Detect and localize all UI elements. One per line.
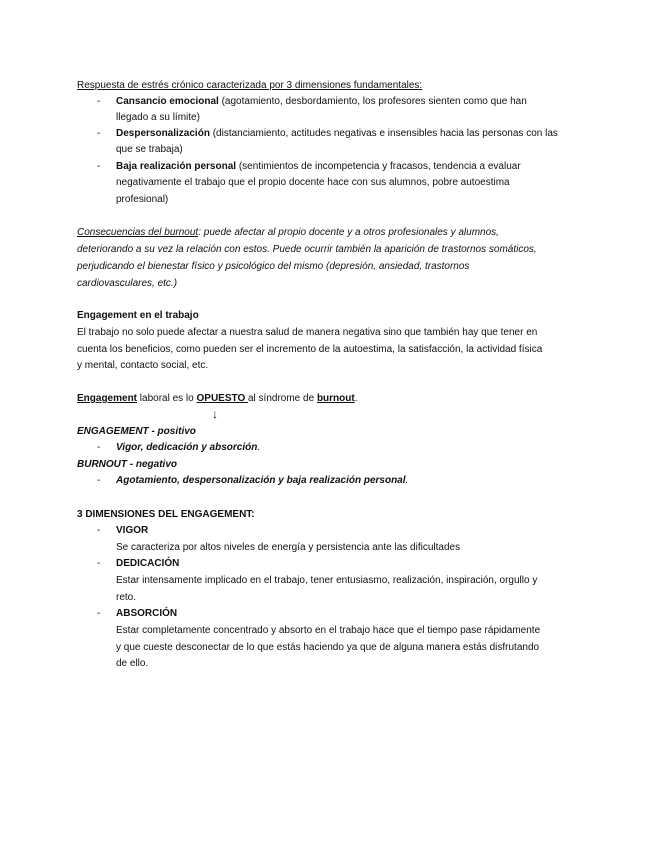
down-arrow-icon: ↓ xyxy=(212,407,218,421)
dimension-item xyxy=(116,127,558,141)
dimension-desc-cont: llegado a su límite) xyxy=(116,112,200,123)
bullet-dash: - xyxy=(97,525,101,536)
dimension-desc-cont: y que cueste desconectar de lo que estás haciendo ya que de alguna manera estás disfrutando xyxy=(116,642,540,653)
text-fragment: al síndrome de xyxy=(248,393,317,404)
consequences-label: Consecuencias del burnout xyxy=(77,227,199,238)
item-text: Agotamiento, despersonalización y baja realización personal xyxy=(116,475,406,486)
consequences-text: : puede afectar al propio docente y a otros profesionales y alumnos, xyxy=(198,227,499,238)
dimension-desc: (agotamiento, desbordamiento, los profesores sienten como que han xyxy=(218,96,527,107)
engagement-positive-item xyxy=(116,441,260,455)
consequences-text-cont: cardiovasculares, etc.) xyxy=(77,278,178,289)
section-heading-engagement: Engagement en el trabajo xyxy=(77,310,199,321)
dimension-desc: Estar completamente concentrado y absorto en el trabajo hace que el tiempo pase rápidamente xyxy=(116,625,541,636)
dimension-term: Baja realización personal xyxy=(116,161,237,172)
dimension-term: Cansancio emocional xyxy=(116,96,219,107)
burnout-negative-item xyxy=(116,474,408,488)
engagement-positive-label: ENGAGEMENT - positivo xyxy=(77,426,196,437)
dimension-item xyxy=(116,95,527,109)
item-end: . xyxy=(405,475,409,486)
paragraph-line: y mental, contacto social, etc. xyxy=(77,360,209,371)
bullet-dash: - xyxy=(97,608,101,619)
term-opuesto: OPUESTO xyxy=(196,393,248,404)
section-heading-dimensions: 3 DIMENSIONES DEL ENGAGEMENT: xyxy=(77,509,255,520)
text-fragment: laboral es lo xyxy=(137,393,197,404)
dimension-desc-cont: de ello. xyxy=(116,658,149,669)
dimension-title-absorcion: ABSORCIÓN xyxy=(116,608,178,619)
consequences-text-cont: perjudicando el bienestar físico y psicológico del mismo (depresión, ansiedad, trastornos xyxy=(77,261,470,272)
burnout-negative-label: BURNOUT - negativo xyxy=(77,459,177,470)
paragraph-line: El trabajo no solo puede afectar a nuestra salud de manera negativa sino que también hay que tener en xyxy=(77,327,538,338)
intro-heading: Respuesta de estrés crónico caracterizada por 3 dimensiones fundamentales: xyxy=(77,80,423,91)
text-fragment: . xyxy=(354,393,358,404)
dimension-desc-cont: profesional) xyxy=(116,194,169,205)
bullet-dash: - xyxy=(97,161,101,172)
dimension-desc-cont: que se trabaja) xyxy=(116,144,183,155)
term-engagement: Engagement xyxy=(77,393,138,404)
term-burnout: burnout xyxy=(316,393,355,404)
dimension-title-dedicacion: DEDICACIÓN xyxy=(116,558,180,569)
item-text: Vigor, dedicación y absorción xyxy=(116,442,258,453)
bullet-dash: - xyxy=(97,96,101,107)
dimension-title-vigor: VIGOR xyxy=(116,525,149,536)
dimension-item xyxy=(116,160,521,174)
dimension-desc: (sentimientos de incompetencia y fracasos, tendencia a evaluar xyxy=(236,161,521,172)
dimension-desc: (distanciamiento, actitudes negativas e insensibles hacia las personas con las xyxy=(209,128,558,139)
dimension-desc: Se caracteriza por altos niveles de energía y persistencia ante las dificultades xyxy=(116,542,461,553)
bullet-dash: - xyxy=(97,475,101,486)
dimension-term: Despersonalización xyxy=(116,128,210,139)
item-end: . xyxy=(257,442,261,453)
bullet-dash: - xyxy=(97,442,101,453)
dimension-desc-cont: negativamente el trabajo que el propio docente hace con sus alumnos, pobre autoestima xyxy=(116,177,510,188)
dimension-desc: Estar intensamente implicado en el trabajo, tener entusiasmo, realización, inspiración, orgullo y xyxy=(116,575,538,586)
consequences-line xyxy=(77,226,499,240)
paragraph-line: cuenta los beneficios, como pueden ser el incremento de la autoestima, la satisfacción, la actividad física xyxy=(77,344,543,355)
consequences-text-cont: deteriorando a su vez la relación con estos. Puede ocurrir también la aparición de trastornos somáticos, xyxy=(77,244,537,255)
dimension-desc-cont: reto. xyxy=(116,592,137,603)
bullet-dash: - xyxy=(97,128,101,139)
opposite-statement xyxy=(77,392,357,406)
bullet-dash: - xyxy=(97,558,101,569)
